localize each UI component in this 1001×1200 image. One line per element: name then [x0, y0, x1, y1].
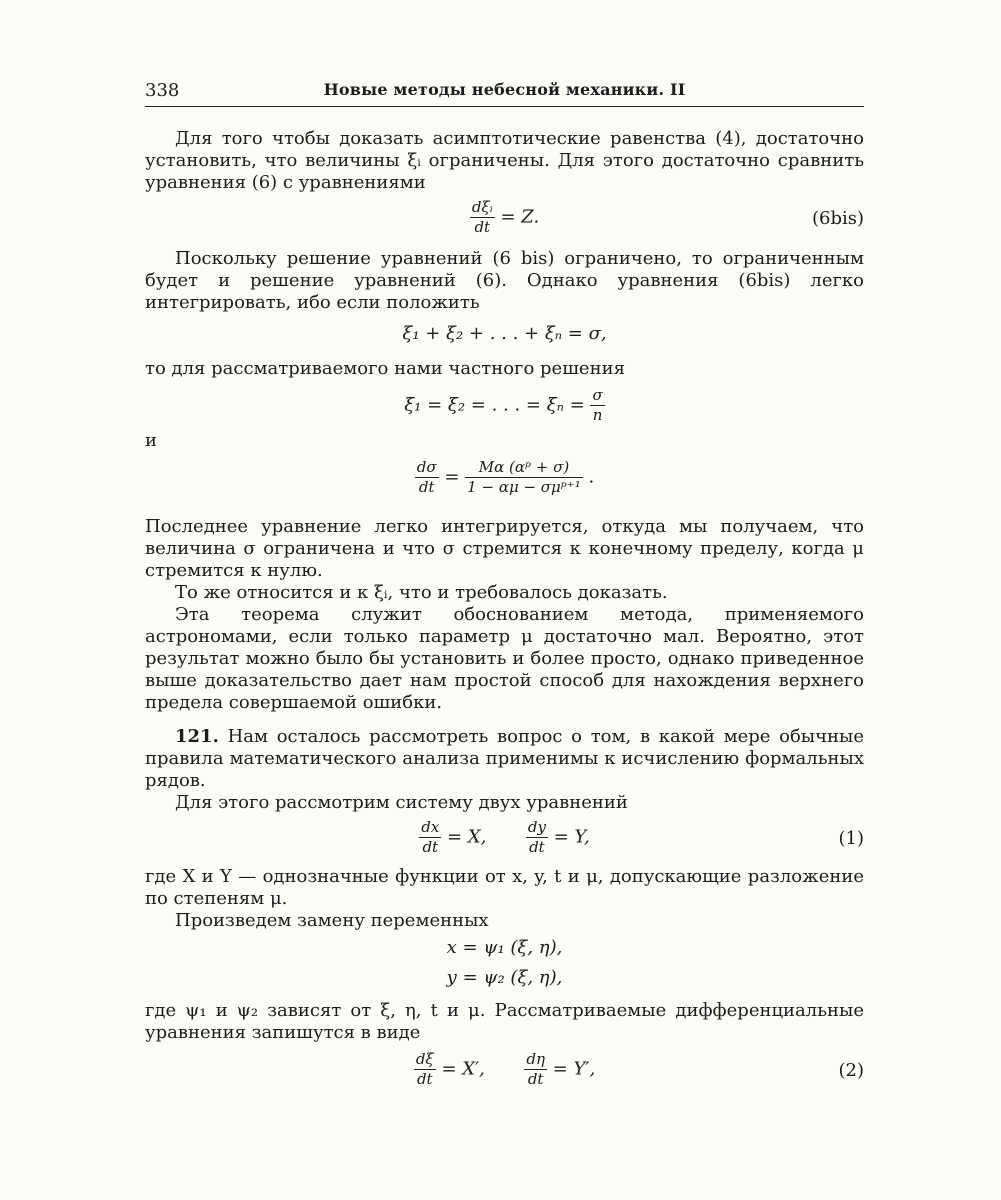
equation-rhs-y-prime: = Y′,	[552, 1058, 596, 1080]
equation-rhs-y: = Y,	[553, 826, 590, 848]
paragraph-9: Для этого рассмотрим систему двух уравнений	[175, 792, 628, 813]
numerator: dx	[421, 818, 440, 836]
equation-substitution-x: x = ψ₁ (ξ, η),	[446, 937, 563, 958]
fraction-dy	[526, 818, 548, 857]
numerator: dξᵢ	[471, 198, 493, 216]
fraction	[590, 386, 604, 425]
fraction-deta	[524, 1050, 547, 1089]
equation-1	[145, 818, 864, 860]
page-header	[145, 80, 864, 106]
equation-2	[145, 1050, 864, 1092]
denominator: dt	[527, 1070, 544, 1088]
paragraph-8-text: Нам осталось рассмотреть вопрос о том, в какой мере обычные правила математического анализа применимы к исчислению формальных рядов.	[145, 726, 864, 791]
denominator: dt	[474, 218, 491, 236]
page-number: 338	[145, 80, 180, 101]
paragraph-2: Поскольку решение уравнений (6 bis) ограничено, то ограниченным будет и решение уравнений (6). Однако уравнения (6bis) легко интегрировать, ибо если положить	[145, 248, 864, 313]
denominator: dt	[418, 478, 435, 496]
equation-lhs: ξ₁ = ξ₂ = . . . = ξₙ =	[404, 394, 585, 416]
page-body	[145, 128, 864, 1092]
paragraph-6: То же относится и к ξᵢ, что и требовалось доказать.	[175, 582, 668, 603]
fraction-lhs	[415, 458, 439, 497]
equation-substitution-y: y = ψ₂ (ξ, η),	[446, 967, 563, 988]
numerator: dη	[526, 1050, 545, 1068]
equation-tail: .	[588, 466, 595, 488]
denominator: dt	[422, 838, 439, 856]
paragraph-11: Произведем замену переменных	[175, 910, 489, 931]
denominator: 1 − αμ − σμᵖ⁺¹	[467, 478, 581, 496]
equation-rhs-x-prime: = X′,	[441, 1058, 485, 1080]
paragraph-12: где ψ₁ и ψ₂ зависят от ξ, η, t и μ. Рассматриваемые дифференциальные уравнения запишутся в виде	[145, 1000, 864, 1043]
equation-rhs: = Z.	[500, 206, 540, 228]
equation-number: (1)	[838, 828, 864, 849]
equation-equal	[145, 386, 864, 428]
denominator: dt	[416, 1070, 433, 1088]
paragraph-1: Для того чтобы доказать асимптотические равенства (4), достаточно установить, что величины ξᵢ ограничены. Для этого достаточно сравнить уравнения (6) с уравнениями	[145, 128, 864, 193]
equation-number: (2)	[838, 1060, 864, 1081]
equation-6bis	[145, 198, 864, 240]
section-number: 121.	[175, 726, 219, 747]
numerator: dσ	[416, 458, 437, 476]
fraction-dxi	[414, 1050, 436, 1089]
equation-number: (6bis)	[811, 208, 864, 229]
paragraph-5: Последнее уравнение легко интегрируется, откуда мы получаем, что величина σ ограничена и что σ стремится к конечному пределу, когда μ стремится к нулю.	[145, 516, 864, 581]
fraction-rhs	[465, 458, 583, 497]
equation-dsigma	[145, 458, 864, 504]
numerator: dξ	[415, 1050, 434, 1068]
paragraph-7: Эта теорема служит обоснованием метода, применяемого астрономами, если только параметр μ достаточно мал. Вероятно, этот результат можно было бы установить и более просто, однако приведенное выше доказательство дает нам простой способ для нахождения верхнего предела совершаемой ошибки.	[145, 604, 864, 713]
fraction	[470, 198, 495, 237]
running-title: Новые методы небесной механики. II	[323, 80, 686, 99]
denominator: n	[592, 406, 603, 424]
numerator: dy	[527, 818, 546, 836]
paragraph-10: где X и Y — однозначные функции от x, y, t и μ, допускающие разложение по степеням μ.	[145, 866, 864, 909]
numerator: Mα (αᵖ + σ)	[465, 458, 583, 478]
fraction-dx	[419, 818, 441, 857]
equation-sum: ξ₁ + ξ₂ + . . . + ξₙ = σ,	[402, 323, 607, 344]
numerator: σ	[592, 386, 603, 404]
paragraph-4: и	[145, 430, 157, 451]
denominator: dt	[529, 838, 545, 856]
equation-rhs-x: = X,	[447, 826, 487, 848]
header-rule	[145, 106, 864, 107]
equals-sign: =	[444, 466, 466, 488]
paragraph-3: то для рассматриваемого нами частного решения	[145, 358, 625, 379]
paragraph-8	[145, 726, 864, 792]
